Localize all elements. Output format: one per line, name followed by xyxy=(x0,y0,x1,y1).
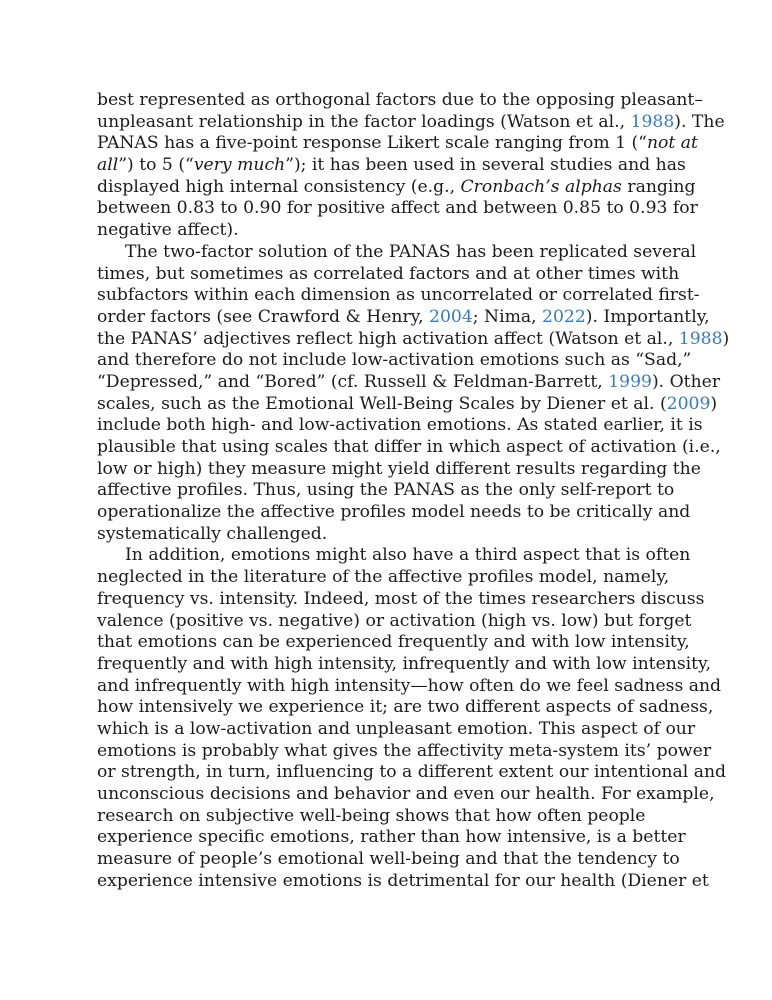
text-segment: which is a low-activation and unpleasant emotion. This aspect of our xyxy=(97,718,696,739)
text-line xyxy=(97,545,691,567)
text-line xyxy=(97,632,690,654)
italic-term: all xyxy=(97,155,119,176)
text-segment: PANAS has a five-point response Likert scale ranging from 1 (“ xyxy=(97,133,647,154)
text-line xyxy=(97,740,712,763)
text-line xyxy=(97,198,698,220)
text-segment: ; Nima, xyxy=(472,306,543,327)
text-line xyxy=(97,371,721,394)
citation-link[interactable]: 2022 xyxy=(542,306,586,327)
text-segment: include both high- and low-activation emotions. As stated earlier, it is xyxy=(97,415,703,436)
text-segment: experience intensive emotions is detrimental for our health (Diener et xyxy=(97,870,709,891)
text-line xyxy=(97,306,710,329)
text-segment: experience specific emotions, rather than how intensive, is a better xyxy=(97,827,686,848)
text-line xyxy=(97,285,700,307)
text-line xyxy=(97,718,696,741)
body-text xyxy=(97,90,730,892)
text-line xyxy=(97,697,714,719)
citation-link[interactable]: 1988 xyxy=(678,328,723,349)
text-segment: ). The xyxy=(674,111,725,132)
text-segment: subfactors within each dimension as uncorrelated or correlated first- xyxy=(97,285,700,306)
text-segment: ). Other xyxy=(651,371,721,392)
text-segment: ”) to 5 (“ xyxy=(118,155,194,176)
text-line xyxy=(97,155,686,177)
text-segment: between 0.83 to 0.90 for positive affect and between 0.85 to 0.93 for xyxy=(97,198,698,219)
text-segment: frequently and with high intensity, infrequently and with low intensity, xyxy=(97,653,711,674)
text-segment: In addition, emotions might also have a third aspect that is often xyxy=(125,545,691,566)
text-segment: affective profiles. Thus, using the PANAS as the only self-report to xyxy=(97,480,675,501)
text-line xyxy=(97,111,725,134)
text-line xyxy=(97,849,680,871)
text-line xyxy=(97,610,692,633)
citation-link[interactable]: 1988 xyxy=(630,111,675,132)
text-segment: that emotions can be experienced frequently and with low intensity, xyxy=(97,632,690,653)
text-segment: ). Importantly, xyxy=(585,306,710,327)
text-segment: low or high) they measure might yield different results regarding the xyxy=(97,458,701,479)
italic-term: not at xyxy=(646,133,698,154)
text-segment: the PANAS’ adjectives reflect high activation affect (Watson et al., xyxy=(97,328,679,349)
text-line xyxy=(97,784,715,806)
text-line xyxy=(97,133,698,155)
text-line xyxy=(97,437,721,459)
text-segment: systematically challenged. xyxy=(97,523,328,544)
text-line xyxy=(97,567,677,589)
paragraph xyxy=(97,241,730,546)
text-line xyxy=(97,588,705,611)
text-segment: negative affect). xyxy=(97,220,239,241)
text-segment: ) xyxy=(722,328,730,349)
text-segment: valence (positive vs. negative) or activation (high vs. low) but forget xyxy=(97,610,692,631)
paragraph xyxy=(97,90,725,242)
text-line xyxy=(97,350,692,372)
text-segment: displayed high internal consistency (e.g., xyxy=(97,176,461,197)
italic-term: very much xyxy=(193,155,286,176)
text-segment: measure of people’s emotional well-being and that the tendency to xyxy=(97,849,680,870)
text-segment: emotions is probably what gives the affectivity meta-system its’ power xyxy=(97,740,712,761)
text-line xyxy=(97,415,703,437)
text-segment: The two-factor solution of the PANAS has been replicated several xyxy=(125,241,697,262)
text-segment: times, but sometimes as correlated factors and at other times with xyxy=(97,263,680,284)
italic-term: Cronbach’s alphas xyxy=(460,176,622,197)
text-segment: order factors (see Crawford & Henry, xyxy=(97,306,430,327)
citation-link[interactable]: 1999 xyxy=(608,371,652,392)
text-line xyxy=(97,653,711,676)
citation-link[interactable]: 2009 xyxy=(666,393,711,414)
text-segment: best represented as orthogonal factors due to the opposing pleasant– xyxy=(97,90,703,110)
text-line xyxy=(97,90,703,112)
text-line xyxy=(97,458,701,481)
text-segment: ”); it has been used in several studies and has xyxy=(285,155,686,176)
text-segment: or strength, in turn, influencing to a different extent our intentional and xyxy=(97,762,727,783)
paragraph xyxy=(97,545,727,892)
text-segment: frequency vs. intensity. Indeed, most of the times researchers discuss xyxy=(97,588,705,609)
text-segment: plausible that using scales that differ in which aspect of activation (i.e., xyxy=(97,437,721,457)
text-segment: ranging xyxy=(621,176,696,197)
text-segment: how intensively we experience it; are two different aspects of sadness, xyxy=(97,697,714,718)
text-line xyxy=(97,263,680,286)
text-line xyxy=(97,762,727,784)
text-line xyxy=(97,870,709,893)
text-line xyxy=(97,241,697,264)
text-segment: unpleasant relationship in the factor loadings (Watson et al., xyxy=(97,111,631,132)
text-line xyxy=(97,220,677,242)
text-line xyxy=(97,480,677,502)
text-segment: and infrequently with high intensity—how often do we feel sadness and xyxy=(97,675,722,696)
text-line xyxy=(97,328,730,351)
citation-link[interactable]: 2004 xyxy=(429,306,473,327)
text-segment: scales, such as the Emotional Well-Being Scales by Diener et al. ( xyxy=(97,393,667,414)
text-line xyxy=(97,524,677,546)
text-line xyxy=(97,806,677,828)
text-segment: “Depressed,” and “Bored” (cf. Russell & Feldman-Barrett, xyxy=(97,371,609,392)
text-segment: unconscious decisions and behavior and even our health. For example, xyxy=(97,784,715,804)
text-line xyxy=(97,176,696,199)
text-segment: ) xyxy=(710,393,718,414)
text-line xyxy=(97,502,691,524)
text-line xyxy=(97,827,686,849)
text-line xyxy=(97,675,722,698)
text-line xyxy=(97,393,718,416)
text-segment: research on subjective well-being shows that how often people xyxy=(97,805,646,826)
text-segment: operationalize the affective profiles model needs to be critically and xyxy=(97,502,691,523)
text-segment: and therefore do not include low-activation emotions such as “Sad,” xyxy=(97,350,692,371)
text-segment: neglected in the literature of the affective profiles model, namely, xyxy=(97,567,670,588)
